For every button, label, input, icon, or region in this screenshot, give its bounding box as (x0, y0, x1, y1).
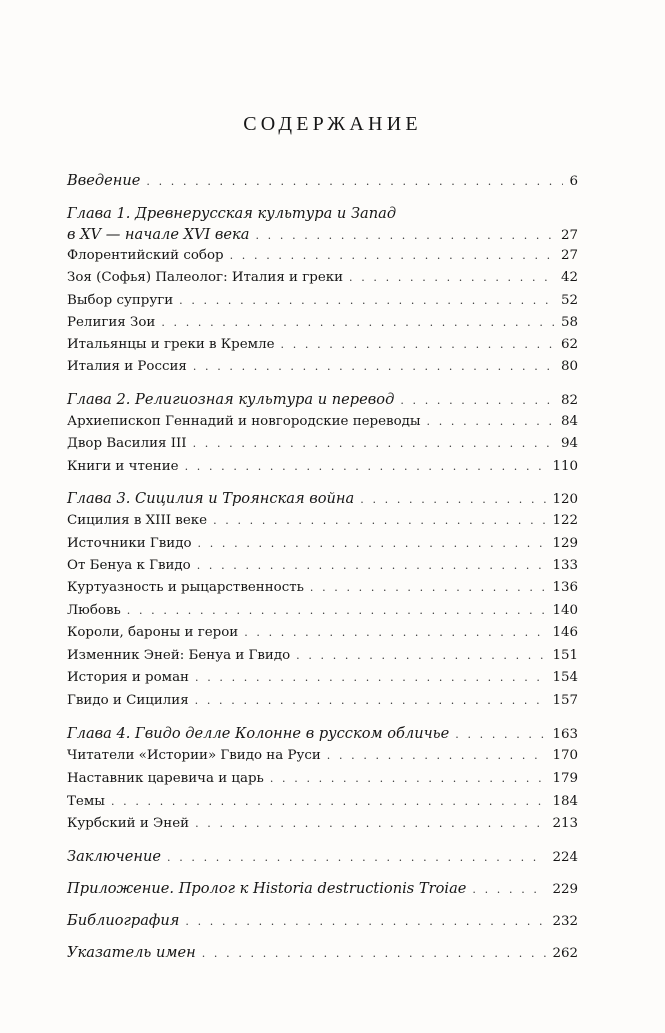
dot-leader (349, 267, 555, 289)
dot-leader (296, 645, 546, 667)
toc-entry-label: Глава 3. Сицилия и Троянская война (67, 490, 355, 507)
toc-entry-label: Куртуазность и рыцарственность (67, 580, 304, 595)
toc-chapter-2[interactable] (67, 389, 578, 411)
toc-entry-page: 213 (552, 816, 578, 831)
toc-chapter-1-title-line1[interactable]: Глава 1. Древнерусская культура и Запад (67, 205, 397, 222)
toc-entry-page: 140 (552, 603, 578, 618)
toc-section[interactable] (67, 267, 578, 289)
toc-entry-label: Введение (67, 172, 141, 189)
dot-leader (360, 489, 546, 511)
dot-leader (197, 555, 547, 577)
toc-entry-page: 82 (560, 393, 578, 408)
toc-entry-page: 80 (560, 359, 578, 374)
toc-entry-conclusion[interactable] (67, 846, 578, 868)
dot-leader (161, 312, 555, 334)
toc-entry-page: 229 (552, 882, 578, 897)
dot-leader (179, 290, 555, 312)
toc-section[interactable] (67, 456, 578, 478)
toc-entry-page: 62 (560, 337, 578, 352)
toc-chapter-1[interactable] (67, 224, 578, 246)
toc-entry-index[interactable] (67, 942, 578, 964)
dot-leader (230, 245, 555, 267)
dot-leader (400, 390, 555, 412)
toc-entry-page: 58 (560, 315, 578, 330)
dot-leader (146, 171, 563, 193)
toc-entry-page: 27 (560, 248, 578, 263)
toc-entry-page: 122 (552, 513, 578, 528)
toc-section[interactable] (67, 290, 578, 312)
dot-leader (455, 724, 546, 746)
dot-leader (198, 533, 547, 555)
toc-section[interactable] (67, 813, 578, 835)
toc-entry-page: 136 (552, 580, 578, 595)
toc-entry-label: Читатели «Истории» Гвидо на Руси (67, 748, 321, 763)
toc-section[interactable] (67, 645, 578, 667)
toc-entry-label: Любовь (67, 603, 121, 618)
dot-leader (255, 225, 554, 247)
toc-entry-label: Изменник Эней: Бенуа и Гвидо (67, 648, 291, 663)
toc-entry-page: 6 (569, 174, 578, 189)
toc-entry-bibliography[interactable] (67, 910, 578, 932)
toc-entry-page: 120 (552, 492, 578, 507)
toc-section[interactable] (67, 667, 578, 689)
toc-entry-label: Библиография (67, 912, 180, 929)
toc-section[interactable] (67, 745, 578, 767)
toc-entry-appendix[interactable] (67, 878, 578, 900)
dot-leader (327, 745, 547, 767)
toc-entry-label: Приложение. Пролог к Historia destructionis Troiae (67, 880, 467, 897)
dot-leader (244, 622, 546, 644)
toc-entry-page: 133 (552, 558, 578, 573)
dot-leader (195, 813, 546, 835)
dot-leader (195, 667, 546, 689)
toc-entry-label: Флорентийский собор (67, 248, 224, 263)
toc-section[interactable] (67, 245, 578, 267)
toc-entry-page: 110 (552, 459, 578, 474)
dot-leader (111, 791, 547, 813)
dot-leader (195, 690, 547, 712)
toc-section[interactable] (67, 312, 578, 334)
toc-entry-page: 129 (552, 536, 578, 551)
toc-section[interactable] (67, 356, 578, 378)
toc-entry-label: Сицилия в XIII веке (67, 513, 208, 528)
dot-leader (202, 943, 547, 965)
toc-entry-label: Выбор супруги (67, 293, 174, 308)
toc-entry-page: 184 (552, 794, 578, 809)
toc-section[interactable] (67, 411, 578, 433)
toc-entry-page: 151 (552, 648, 578, 663)
toc-entry-page: 27 (560, 228, 578, 243)
toc-entry-label: Источники Гвидо (67, 536, 192, 551)
toc-entry-page: 262 (552, 946, 578, 961)
dot-leader (472, 879, 546, 901)
toc-entry-label: Италия и Россия (67, 359, 187, 374)
toc-entry-label: Глава 2. Религиозная культура и перевод (67, 391, 395, 408)
toc-entry-page: 232 (552, 914, 578, 929)
toc-entry-label: История и роман (67, 670, 189, 685)
dot-leader (127, 600, 547, 622)
dot-leader (193, 356, 555, 378)
toc-entry-page: 179 (552, 771, 578, 786)
toc-entry-label: Глава 4. Гвидо делле Колонне в русском обличье (67, 725, 450, 742)
toc-section[interactable] (67, 433, 578, 455)
toc-entry-label: Книги и чтение (67, 459, 179, 474)
toc-entry-page: 94 (560, 436, 578, 451)
toc-entry-label: Итальянцы и греки в Кремле (67, 337, 275, 352)
dot-leader (270, 768, 547, 790)
dot-leader (427, 411, 555, 433)
toc-entry-page: 84 (560, 414, 578, 429)
toc-entry-intro[interactable] (67, 170, 578, 192)
toc-entry-label: Наставник царевича и царь (67, 771, 264, 786)
toc-entry-label: Указатель имен (67, 944, 196, 961)
toc-entry-label: От Бенуа к Гвидо (67, 558, 191, 573)
toc-section[interactable] (67, 768, 578, 790)
toc-entry-label: в XV — начале XVI века (67, 226, 250, 243)
toc-entry-page: 170 (552, 748, 578, 763)
toc-entry-label: Зоя (Софья) Палеолог: Италия и греки (67, 270, 344, 285)
toc-entry-label: Темы (67, 794, 105, 809)
dot-leader (281, 334, 555, 356)
toc-entry-label: Заключение (67, 848, 162, 865)
dot-leader (185, 911, 546, 933)
dot-leader (310, 577, 547, 599)
toc-section[interactable] (67, 334, 578, 356)
toc-section[interactable] (67, 533, 578, 555)
toc-entry-page: 154 (552, 670, 578, 685)
toc-section[interactable] (67, 600, 578, 622)
dot-leader (185, 456, 547, 478)
dot-leader (167, 847, 546, 869)
toc-entry-page: 224 (552, 850, 578, 865)
toc-entry-label: Короли, бароны и герои (67, 625, 239, 640)
toc-entry-page: 163 (552, 727, 578, 742)
toc-entry-page: 42 (560, 270, 578, 285)
toc-entry-label: Гвидо и Сицилия (67, 693, 189, 708)
toc-section[interactable] (67, 690, 578, 712)
toc-section[interactable] (67, 510, 578, 532)
toc-section[interactable] (67, 577, 578, 599)
toc-section[interactable] (67, 555, 578, 577)
toc-chapter-4[interactable] (67, 723, 578, 745)
toc-entry-label: Двор Василия III (67, 436, 187, 451)
toc-entry-label: Религия Зои (67, 315, 156, 330)
toc-chapter-3[interactable] (67, 488, 578, 510)
dot-leader (193, 433, 555, 455)
toc-entry-page: 146 (552, 625, 578, 640)
toc-entry-label: Архиепископ Геннадий и новгородские переводы (67, 414, 421, 429)
toc-section[interactable] (67, 622, 578, 644)
toc-section[interactable] (67, 791, 578, 813)
page-title: СОДЕРЖАНИЕ (243, 113, 422, 135)
toc-entry-label: Курбский и Эней (67, 816, 190, 831)
toc-entry-page: 157 (552, 693, 578, 708)
dot-leader (213, 510, 546, 532)
toc-entry-page: 52 (560, 293, 578, 308)
